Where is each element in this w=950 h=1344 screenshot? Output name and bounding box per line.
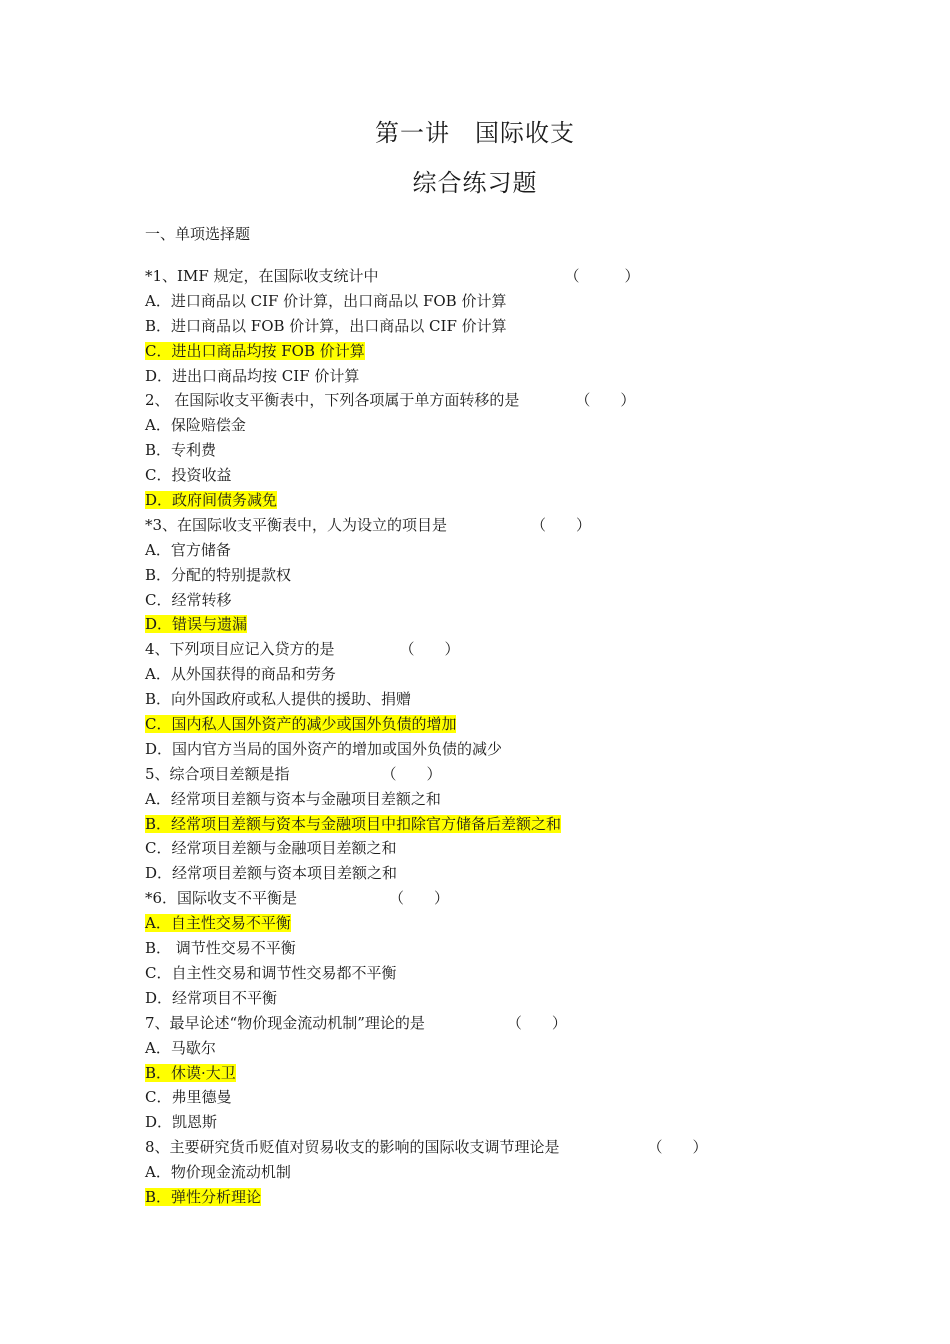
line-text: A．官方储备 bbox=[145, 540, 231, 559]
line-text: 7、最早论述“物价现金流动机制”理论的是 bbox=[145, 1013, 425, 1032]
answer-option bbox=[145, 663, 845, 688]
answer-option bbox=[145, 862, 845, 887]
answer-option bbox=[145, 464, 845, 489]
line-text: B．向外国政府或私人提供的援助、捐赠 bbox=[145, 690, 412, 709]
line-text: C．经常项目差额与金融项目差额之和 bbox=[145, 839, 397, 858]
answer-option-correct bbox=[145, 1062, 845, 1087]
line-text: B．弹性分析理论 bbox=[145, 1187, 262, 1206]
question-stem bbox=[145, 389, 845, 414]
question-stem bbox=[145, 514, 845, 539]
line-text: B．分配的特别提款权 bbox=[145, 565, 292, 584]
answer-blank: （ ） bbox=[575, 391, 636, 410]
answer-option bbox=[145, 315, 845, 340]
line-text: D．错误与遗漏 bbox=[145, 615, 248, 634]
answer-blank: （ ） bbox=[564, 267, 640, 285]
line-text: C．进出口商品均按 FOB 价计算 bbox=[145, 341, 365, 360]
answer-option bbox=[145, 738, 845, 763]
line-text: C．弗里德曼 bbox=[145, 1088, 232, 1107]
line-text: C．自主性交易和调节性交易都不平衡 bbox=[145, 963, 397, 982]
answer-blank: （ ） bbox=[647, 1138, 708, 1157]
answer-option bbox=[145, 987, 845, 1012]
answer-option bbox=[145, 1086, 845, 1111]
line-text: C．投资收益 bbox=[145, 466, 232, 485]
answer-option bbox=[145, 1161, 845, 1186]
line-text: *3、在国际收支平衡表中，人为设立的项目是 bbox=[145, 515, 448, 534]
answer-option bbox=[145, 589, 845, 614]
question-stem bbox=[145, 1136, 845, 1161]
question-list bbox=[145, 265, 845, 1211]
line-text: B． 调节性交易不平衡 bbox=[145, 939, 296, 958]
line-text: C．经常转移 bbox=[145, 590, 232, 609]
line-text: B．休谟·大卫 bbox=[145, 1063, 236, 1082]
answer-option bbox=[145, 290, 845, 315]
line-text: D．进出口商品均按 CIF 价计算 bbox=[145, 366, 360, 385]
answer-option-correct bbox=[145, 1186, 845, 1211]
line-text: B．进口商品以 FOB 价计算，出口商品以 CIF 价计算 bbox=[145, 316, 507, 335]
page-title: 第一讲 国际收支 bbox=[375, 119, 575, 147]
question-stem bbox=[145, 1012, 845, 1037]
section-heading: 一、单项选择题 bbox=[145, 225, 251, 243]
line-text: 8、主要研究货币贬值对贸易收支的影响的国际收支调节理论是 bbox=[145, 1138, 560, 1157]
answer-blank: （ ） bbox=[399, 640, 460, 659]
answer-option bbox=[145, 365, 845, 390]
page-subtitle: 综合练习题 bbox=[412, 169, 538, 197]
line-text: A．从外国获得的商品和劳务 bbox=[145, 665, 336, 684]
answer-option bbox=[145, 439, 845, 464]
answer-blank: （ ） bbox=[506, 1013, 567, 1032]
answer-option-correct bbox=[145, 340, 845, 365]
answer-option bbox=[145, 837, 845, 862]
answer-option bbox=[145, 788, 845, 813]
line-text: 4、下列项目应记入贷方的是 bbox=[145, 640, 335, 659]
line-text: 2、 在国际收支平衡表中，下列各项属于单方面转移的是 bbox=[145, 391, 520, 410]
answer-option bbox=[145, 539, 845, 564]
line-text: B．专利费 bbox=[145, 441, 217, 460]
line-text: A．经常项目差额与资本与金融项目差额之和 bbox=[145, 789, 441, 808]
answer-blank: （ ） bbox=[531, 515, 592, 534]
answer-option-correct bbox=[145, 713, 845, 738]
answer-option bbox=[145, 414, 845, 439]
answer-option bbox=[145, 1111, 845, 1136]
question-stem bbox=[145, 265, 845, 290]
line-text: D．经常项目不平衡 bbox=[145, 988, 278, 1007]
line-text: D．政府间债务减免 bbox=[145, 491, 278, 510]
question-stem bbox=[145, 887, 845, 912]
answer-option bbox=[145, 688, 845, 713]
answer-option-correct bbox=[145, 813, 845, 838]
line-text: A．物价现金流动机制 bbox=[145, 1163, 291, 1182]
line-text: A．进口商品以 CIF 价计算，出口商品以 FOB 价计算 bbox=[145, 291, 507, 310]
line-text: C．国内私人国外资产的减少或国外负债的增加 bbox=[145, 715, 457, 734]
line-text: D．凯恩斯 bbox=[145, 1113, 218, 1132]
line-text: *6．国际收支不平衡是 bbox=[145, 889, 298, 908]
question-stem bbox=[145, 638, 845, 663]
answer-option bbox=[145, 564, 845, 589]
answer-blank: （ ） bbox=[389, 889, 450, 908]
answer-option bbox=[145, 937, 845, 962]
line-text: A．保险赔偿金 bbox=[145, 416, 246, 435]
question-stem bbox=[145, 763, 845, 788]
answer-option-correct bbox=[145, 912, 845, 937]
answer-option-correct bbox=[145, 613, 845, 638]
line-text: 5、综合项目差额是指 bbox=[145, 764, 290, 783]
answer-option bbox=[145, 962, 845, 987]
line-text: B．经常项目差额与资本与金融项目中扣除官方储备后差额之和 bbox=[145, 814, 562, 833]
line-text: A．马歇尔 bbox=[145, 1038, 216, 1057]
answer-option-correct bbox=[145, 489, 845, 514]
line-text: *1、IMF 规定，在国际收支统计中 bbox=[145, 267, 379, 285]
answer-option bbox=[145, 1037, 845, 1062]
answer-blank: （ ） bbox=[381, 764, 442, 783]
line-text: D．国内官方当局的国外资产的增加或国外负债的减少 bbox=[145, 739, 503, 758]
line-text: D．经常项目差额与资本项目差额之和 bbox=[145, 864, 398, 883]
line-text: A．自主性交易不平衡 bbox=[145, 914, 291, 933]
